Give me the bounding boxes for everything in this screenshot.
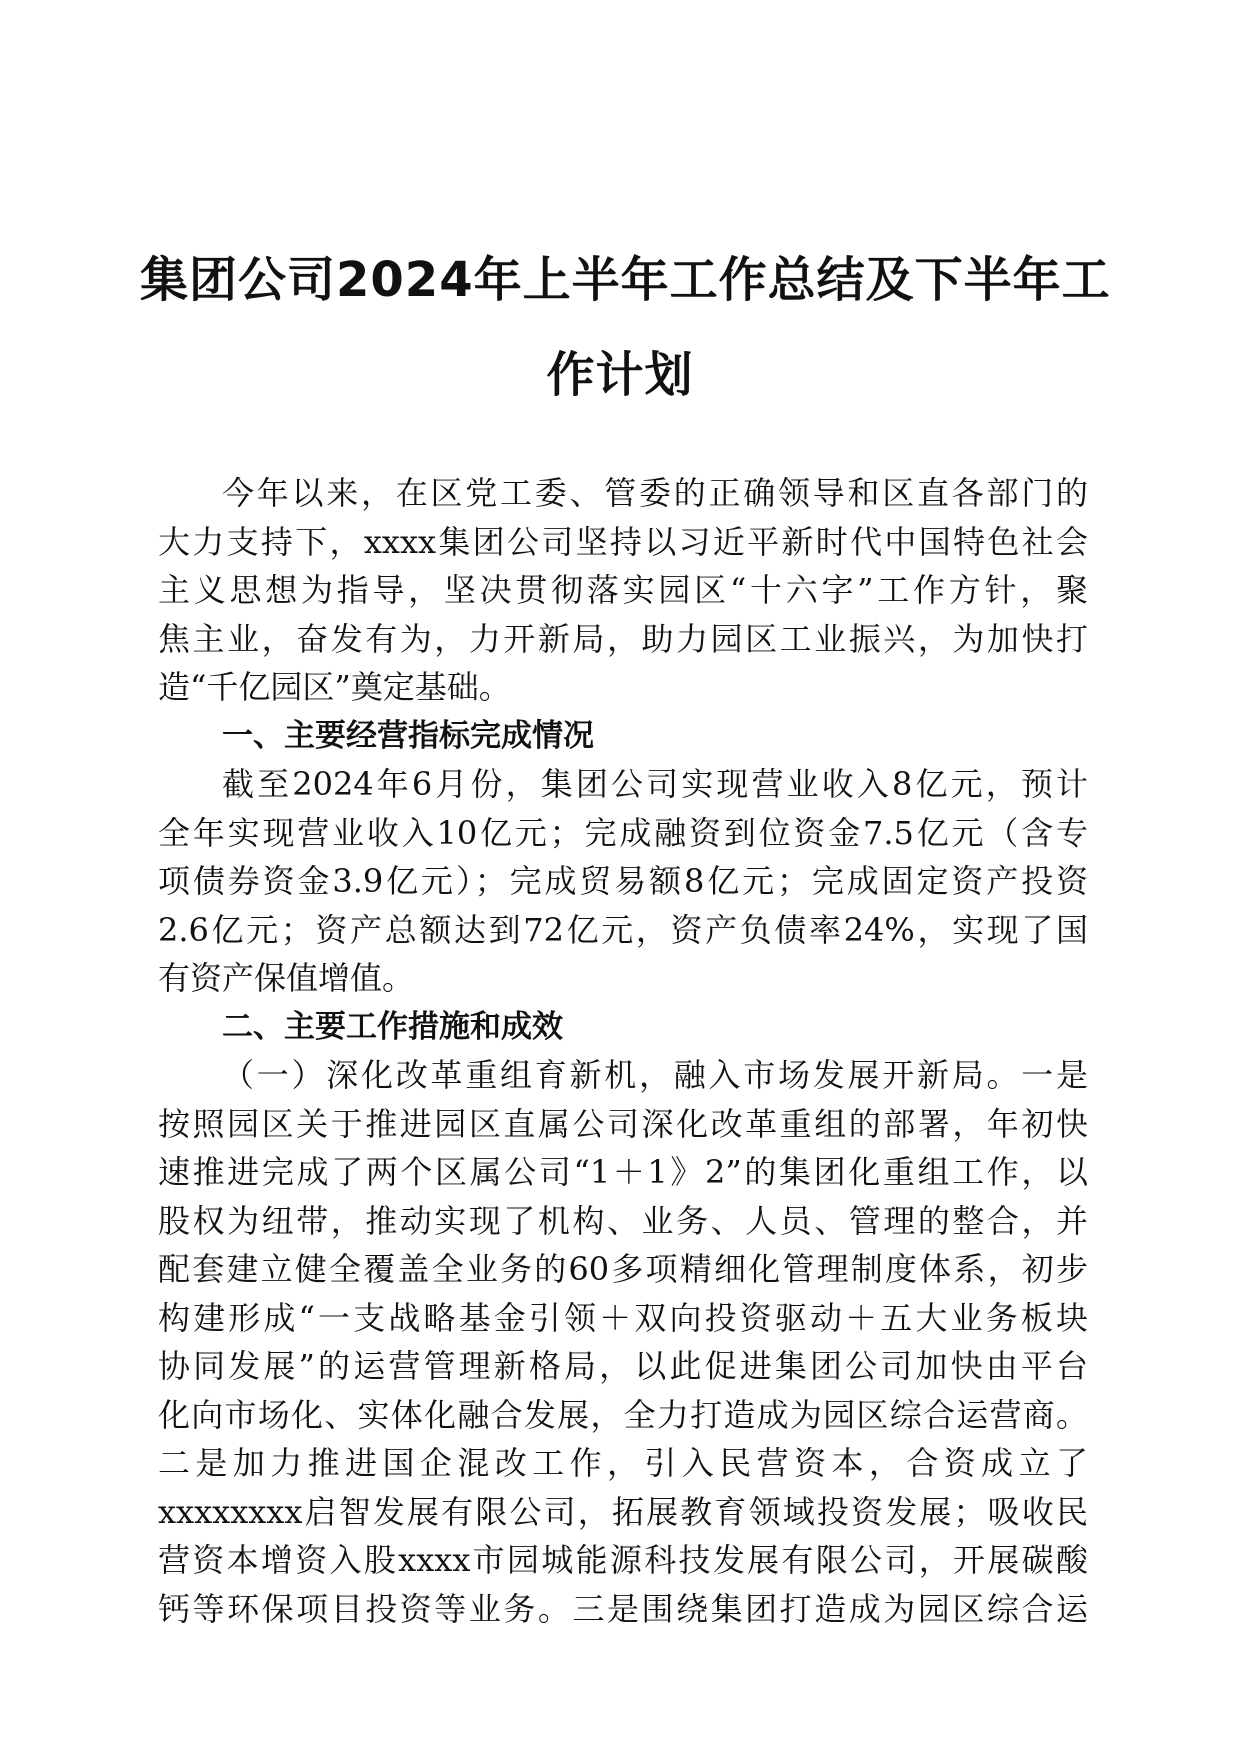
paragraph-line: 大力支持下，xxxx集团公司坚持以习近平新时代中国特色社会 bbox=[158, 522, 1088, 561]
paragraph-line: 速推进完成了两个区属公司“1＋1》2”的集团化重组工作，以 bbox=[158, 1153, 1088, 1191]
paragraph-line: xxxxxxxx启智发展有限公司，拓展教育领域投资发展；吸收民 bbox=[158, 1492, 1088, 1531]
paragraph-line: 二是加力推进国企混改工作，引入民营资本，合资成立了 bbox=[158, 1444, 1088, 1482]
paragraph-line: 2.6亿元；资产总额达到72亿元，资产负债率24%，实现了国 bbox=[158, 910, 1088, 949]
paragraph-line: 营资本增资入股xxxx市园城能源科技发展有限公司，开展碳酸 bbox=[158, 1541, 1088, 1579]
paragraph-line: 股权为纽带，推动实现了机构、业务、人员、管理的整合，并 bbox=[158, 1201, 1088, 1240]
document-body bbox=[158, 469, 1088, 1633]
paragraph-line: 配套建立健全覆盖全业务的60多项精细化管理制度体系，初步 bbox=[158, 1250, 1088, 1288]
section-heading: 一、主要经营指标完成情况 bbox=[222, 717, 594, 754]
document-title-line-1: 集团公司2024年上半年工作总结及下半年工 bbox=[140, 252, 1111, 308]
paragraph-line: （一）深化改革重组育新机，融入市场发展开新局。一是 bbox=[222, 1056, 1088, 1094]
paragraph-line: 主义思想为指导，坚决贯彻落实园区“十六字”工作方针，聚 bbox=[158, 571, 1088, 609]
paragraph-line: 截至2024年6月份，集团公司实现营业收入8亿元，预计 bbox=[222, 765, 1088, 803]
paragraph-line: 构建形成“一支战略基金引领＋双向投资驱动＋五大业务板块 bbox=[158, 1298, 1088, 1337]
paragraph-line: 按照园区关于推进园区直属公司深化改革重组的部署，年初快 bbox=[158, 1104, 1088, 1143]
paragraph-line: 全年实现营业收入10亿元；完成融资到位资金7.5亿元（含专 bbox=[158, 813, 1088, 852]
paragraph-line: 今年以来，在区党工委、管委的正确领导和区直各部门的 bbox=[222, 474, 1088, 512]
paragraph-line: 造“千亿园区”奠定基础。 bbox=[158, 668, 511, 706]
document-title-line-2: 作计划 bbox=[546, 347, 694, 403]
paragraph-line: 项债券资金3.9亿元）；完成贸易额8亿元；完成固定资产投资 bbox=[158, 862, 1088, 900]
paragraph-line: 化向市场化、实体化融合发展，全力打造成为园区综合运营商。 bbox=[158, 1395, 1088, 1434]
section-heading: 二、主要工作措施和成效 bbox=[222, 1008, 563, 1045]
paragraph-line: 钙等环保项目投资等业务。三是围绕集团打造成为园区综合运 bbox=[158, 1589, 1088, 1628]
paragraph-line: 协同发展”的运营管理新格局，以此促进集团公司加快由平台 bbox=[158, 1347, 1088, 1385]
paragraph-line: 有资产保值增值。 bbox=[158, 959, 415, 997]
paragraph-line: 焦主业，奋发有为，力开新局，助力园区工业振兴，为加快打 bbox=[158, 619, 1088, 658]
